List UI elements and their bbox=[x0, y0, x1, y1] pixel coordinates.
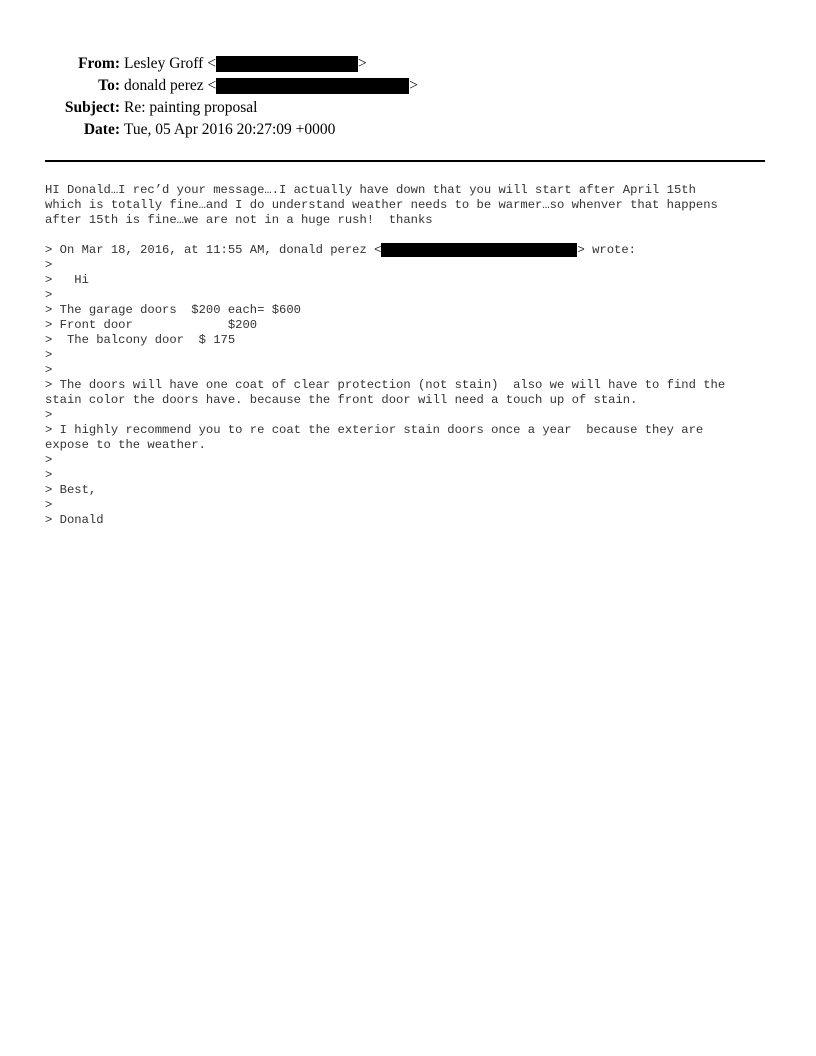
quoted-line: > bbox=[45, 453, 53, 467]
quote-intro bbox=[45, 243, 785, 258]
to-row bbox=[0, 75, 816, 97]
quoted-line: > bbox=[45, 288, 53, 302]
quote-email-redaction bbox=[381, 243, 577, 257]
quoted-line: > bbox=[45, 258, 53, 272]
date-label: Date: bbox=[83, 121, 120, 138]
quoted-line: > Hi bbox=[45, 273, 89, 287]
from-name: Lesley Groff < bbox=[124, 55, 216, 72]
quoted-line: > bbox=[45, 348, 53, 362]
to-close: > bbox=[409, 77, 418, 94]
message-body bbox=[45, 183, 785, 528]
quoted-line: > bbox=[45, 408, 53, 422]
quoted-line: expose to the weather. bbox=[45, 438, 206, 452]
quoted-line: > bbox=[45, 468, 53, 482]
quoted-line: > The balcony door $ 175 bbox=[45, 333, 236, 347]
from-email-redaction bbox=[216, 56, 358, 72]
date-value: Tue, 05 Apr 2016 20:27:09 +0000 bbox=[124, 121, 336, 138]
reply-line: HI Donald…I rec’d your message….I actually have down that you will start after April 15th bbox=[45, 183, 696, 197]
blank-line bbox=[45, 228, 785, 243]
to-name: donald perez < bbox=[124, 77, 217, 94]
from-row bbox=[0, 53, 816, 75]
quote-intro-prefix: > On Mar 18, 2016, at 11:55 AM, donald perez < bbox=[45, 243, 382, 258]
quoted-line: > Front door $200 bbox=[45, 318, 258, 332]
subject-row bbox=[0, 97, 816, 119]
reply-line: after 15th is fine…we are not in a huge rush! thanks bbox=[45, 213, 433, 227]
quoted-line: > bbox=[45, 363, 53, 377]
quoted-line: > I highly recommend you to re coat the exterior stain doors once a year because they are bbox=[45, 423, 704, 437]
reply-line: which is totally fine…and I do understand weather needs to be warmer…so whenver that happens bbox=[45, 198, 718, 212]
date-row bbox=[0, 119, 816, 141]
to-value bbox=[124, 75, 418, 97]
subject-label: Subject: bbox=[64, 99, 120, 116]
from-close: > bbox=[357, 55, 367, 72]
quote-intro-suffix: > wrote: bbox=[577, 243, 636, 258]
subject-value: Re: painting proposal bbox=[124, 99, 258, 116]
quoted-line: > The doors will have one coat of clear protection (not stain) also we will have to find the bbox=[45, 378, 726, 392]
quoted-line: > bbox=[45, 498, 53, 512]
quoted-line: > The garage doors $200 each= $600 bbox=[45, 303, 301, 317]
to-label: To: bbox=[98, 77, 120, 94]
from-value bbox=[124, 53, 367, 75]
quoted-line: stain color the doors have. because the front door will need a touch up of stain. bbox=[45, 393, 638, 407]
to-email-redaction bbox=[216, 78, 409, 94]
email-header bbox=[0, 53, 816, 141]
from-label: From: bbox=[78, 55, 120, 72]
header-divider bbox=[45, 160, 765, 162]
quoted-line: > Donald bbox=[45, 513, 104, 527]
quoted-line: > Best, bbox=[45, 483, 97, 497]
